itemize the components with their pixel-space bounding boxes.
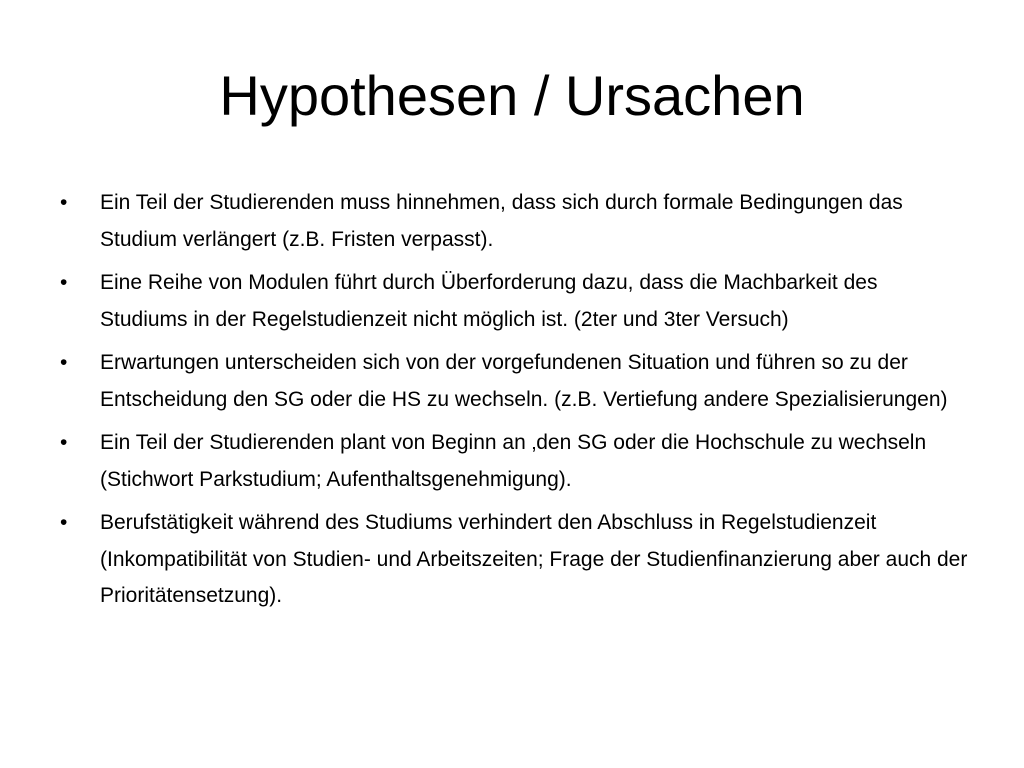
bullet-icon: • <box>60 431 68 454</box>
bullet-icon: • <box>60 271 68 294</box>
list-item <box>60 505 970 615</box>
bullet-text: Eine Reihe von Modulen führt durch Überforderung dazu, dass die Machbarkeit des Studiums in der Regelstudienzeit nicht möglich ist. (2ter und 3ter Versuch) <box>100 271 878 331</box>
bullet-text: Ein Teil der Studierenden plant von Beginn an ‚den SG oder die Hochschule zu wechseln (Stichwort Parkstudium; Aufenthaltsgenehmigung). <box>100 431 927 491</box>
bullet-icon: • <box>60 511 68 534</box>
bullet-text: Erwartungen unterscheiden sich von der vorgefundenen Situation und führen so zu der Entscheidung den SG oder die HS zu wechseln. (z.B. Vertiefung andere Spezialisierungen) <box>100 351 948 411</box>
bullet-text: Ein Teil der Studierenden muss hinnehmen, dass sich durch formale Bedingungen das Studium verlängert (z.B. Fristen verpasst). <box>100 191 903 251</box>
bullet-list <box>60 185 970 622</box>
bullet-text: Berufstätigkeit während des Studiums verhindert den Abschluss in Regelstudienzeit (Inkompatibilität von Studien- und Arbeitszeiten; Frage der Studienfinanzierung aber auch der Prioritätensetzung). <box>100 511 968 607</box>
slide-title: Hypothesen / Ursachen <box>219 64 805 127</box>
bullet-icon: • <box>60 191 68 214</box>
list-item <box>60 425 970 498</box>
list-item <box>60 265 970 338</box>
list-item <box>60 345 970 418</box>
bullet-icon: • <box>60 351 68 374</box>
list-item <box>60 185 970 258</box>
